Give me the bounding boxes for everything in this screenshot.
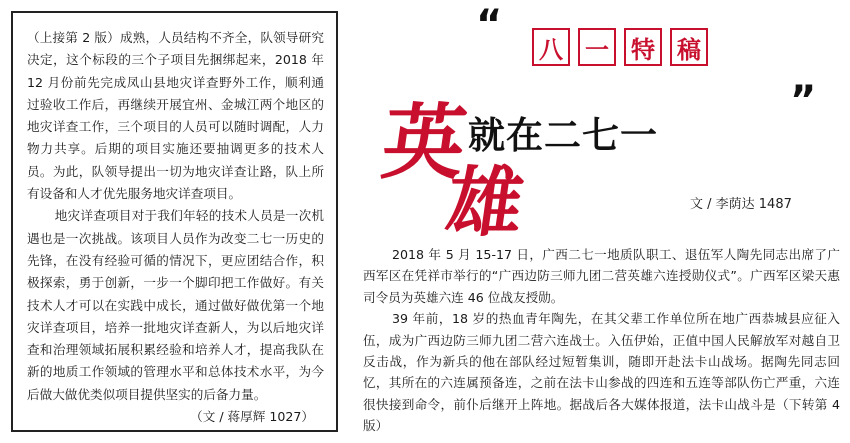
hero-char-xiong: 雄 [440, 158, 530, 247]
right-paragraph-2: 39 年前，18 岁的热血青年陶先，在其父辈工作单位所在地广西恭城县应征入伍，成为广西边防三师九团二营六连战士。入伍伊始，正值中国人民解放军对越自卫反击战，作为新兵的他在部队经过短暂集训，随即开赴法卡山战场。据陶先同志回忆，其所在的六连属预备连，之前在法卡山参战的四连和五连等部队伤亡严重，六连很快接到命令，前仆后继开上阵地。据战后各大媒体报道，法卡山战斗是（下转第 4 版） [363, 311, 840, 434]
article-title: 就在二七一 [468, 114, 658, 157]
article-byline: 文 / 李荫达 1487 [690, 197, 792, 212]
hero-char-ying: 英 [376, 95, 472, 191]
stamp-char-1: 八 [532, 28, 570, 66]
right-article-body [363, 244, 840, 437]
stamp-char-2: 一 [578, 28, 616, 66]
left-paragraph-1: （上接第 2 版）成熟，人员结构不齐全，队领导研究决定，这个标段的三个子项目先捆绑起来，2018 年 12 月份前先完成凤山县地灾详查野外工作，顺利通过验收工作后，再继续开展宜州、金城江两个地区的地灾详查工作，三个项目的人员可以随时调配，人力物力共享。后期的项目实施还要抽调更多的技术人员。为此，队领导提出一切为地灾详查让路，队上所有设备和人才优先服务地灾详查项目。 [27, 30, 324, 202]
left-column-box [11, 11, 338, 432]
left-paragraph-2: 地灾详查项目对于我们年轻的技术人员是一次机遇也是一次挑战。该项目人员作为改变二七一历史的先锋，在没有经验可循的情况下，更应团结合作，积极探索，勇于创新，一步一个脚印把工作做好。有关技术人才可以在实践中成长，通过做好做优第一个地灾详查项目，培养一批地灾详查新人，为以后地灾详查和治理领域拓展积累经验和培养人才，提高我队在新的地质工作领域的管理水平和总体技术水平，为今后做大做优类似项目提供坚实的后备力量。 [27, 208, 324, 402]
stamp-char-4: 稿 [670, 28, 708, 66]
column-stamp-row [532, 28, 708, 66]
quote-close-mark: ” [790, 78, 817, 124]
quote-open-mark: “ [476, 2, 503, 48]
right-paragraph-1: 2018 年 5 月 15-17 日，广西二七一地质队职工、退伍军人陶先同志出席了广西军区在凭祥市举行的“广西边防三师九团二营英雄六连授勋仪式”。广西军区梁天惠司令员为英雄六连 46 位战友授勋。 [363, 247, 840, 305]
left-signature: （文 / 蒋厚辉 1027） [190, 409, 314, 425]
stamp-char-3: 特 [624, 28, 662, 66]
